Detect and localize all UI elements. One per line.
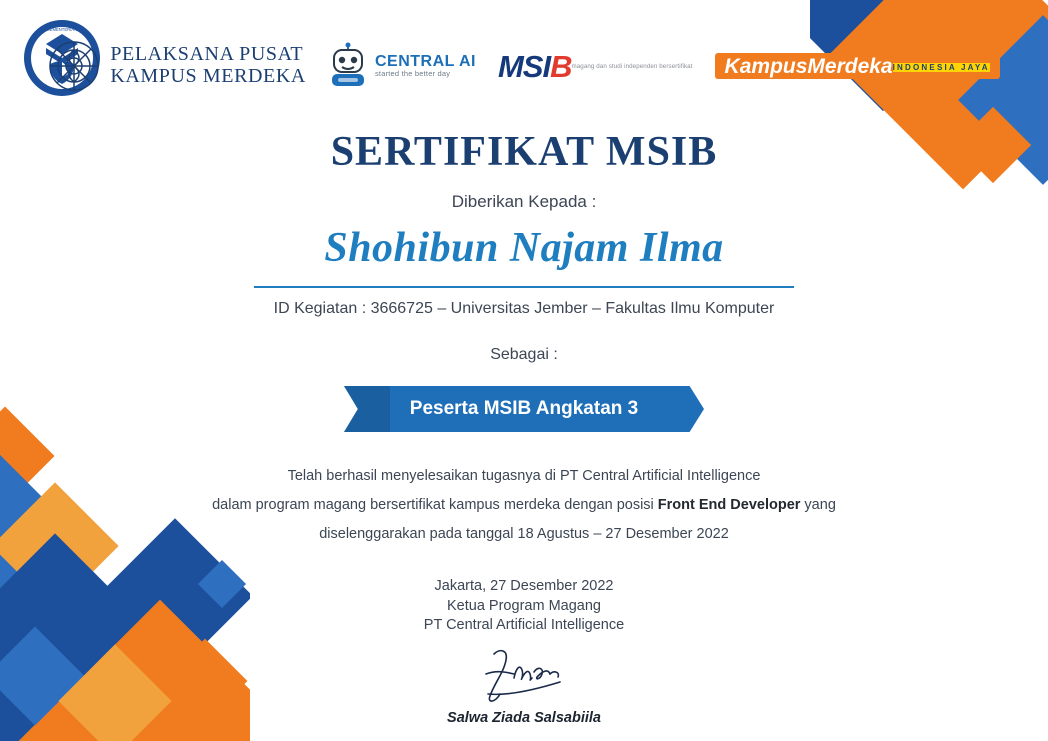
role-banner-label: Peserta MSIB Angkatan 3 xyxy=(409,398,639,419)
signer-company: PT Central Artificial Intelligence xyxy=(423,617,625,634)
description-position-highlight: Front End Developer xyxy=(657,497,801,513)
central-ai-tagline: started the better day xyxy=(374,69,451,79)
kampus-merdeka-line-2: Merdeka xyxy=(807,54,893,78)
description-block xyxy=(0,462,1048,549)
signer-name: Salwa Ziada Salsabiila xyxy=(447,709,601,726)
central-ai-logo-text xyxy=(375,54,476,78)
description-line-3: diselenggarakan pada tanggal 18 Agustus – 27 Desember 2022 xyxy=(319,526,729,542)
msib-word-accent: B xyxy=(550,48,572,84)
ppkm-ornament-icon xyxy=(48,40,100,92)
signature-icon xyxy=(464,644,584,706)
recipient-name: Shohibun Najam Ilma xyxy=(324,225,724,271)
certificate-body xyxy=(0,128,1048,726)
as-label: Sebagai : xyxy=(490,346,558,363)
svg-text:KEMENTERIAN: KEMENTERIAN xyxy=(46,27,78,32)
role-banner xyxy=(344,386,704,432)
description-line-2 xyxy=(0,491,1048,520)
ppkm-line-2: KAMPUS MERDEKA xyxy=(110,65,306,87)
signoff-block xyxy=(0,577,1048,636)
kampus-merdeka-line-1: Kampus xyxy=(724,54,808,78)
central-ai-logo xyxy=(328,42,476,90)
ppkm-logo xyxy=(48,40,306,92)
msib-logo xyxy=(497,48,693,84)
description-line-2-part-1: dalam program magang bersertifikat kampus merdeka dengan posisi xyxy=(212,497,658,513)
place-date: Jakarta, 27 Desember 2022 xyxy=(434,578,614,594)
msib-word-main: MSI xyxy=(497,48,551,84)
msib-subtitle: magang dan studi independen bersertifikat xyxy=(571,62,693,70)
description-line-1: Telah berhasil menyelesaikan tugasnya di PT Central Artificial Intelligence xyxy=(287,468,761,484)
kampus-merdeka-logo xyxy=(715,53,1000,80)
activity-id-line: ID Kegiatan : 3666725 – Universitas Jember – Fakultas Ilmu Komputer xyxy=(273,300,775,317)
svg-text:PENDIDIKAN: PENDIDIKAN xyxy=(49,88,75,93)
partner-logo-row xyxy=(0,40,1048,92)
ppkm-logo-text xyxy=(110,44,306,87)
robot-icon xyxy=(328,42,368,90)
given-to-label: Diberikan Kepada : xyxy=(451,192,597,211)
description-line-2-part-2: yang xyxy=(800,497,836,513)
divider-rule xyxy=(254,286,794,288)
signer-role: Ketua Program Magang xyxy=(447,597,601,614)
msib-wordmark xyxy=(497,48,572,84)
ppkm-line-1: PELAKSANA PUSAT xyxy=(110,43,304,66)
certificate-title: SERTIFIKAT MSIB xyxy=(330,129,718,175)
central-ai-name: CENTRAL AI xyxy=(374,53,476,71)
kampus-merdeka-line-3: INDONESIA JAYA xyxy=(892,62,990,72)
